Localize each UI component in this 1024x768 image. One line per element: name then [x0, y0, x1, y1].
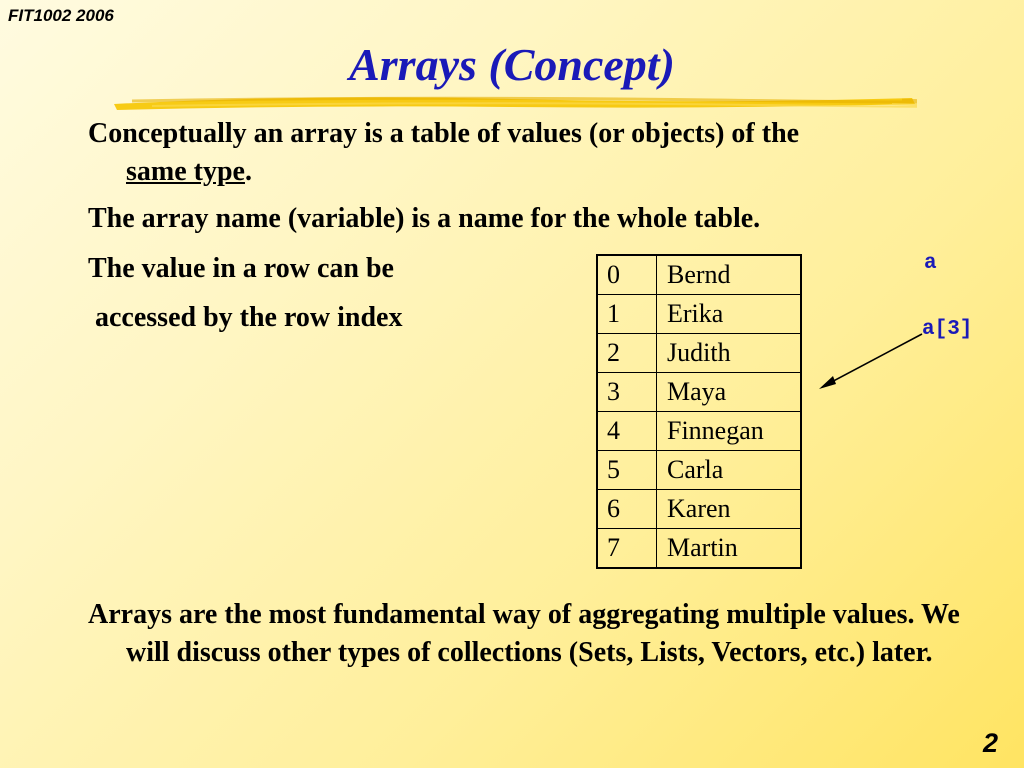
- table-row: [597, 373, 801, 412]
- page-number: 2: [982, 728, 998, 758]
- bullet-fundamental: Arrays are the most fundamental way of aggregating multiple values. We will discuss other types of collections (Sets, Lists, Vectors, etc.) later.: [88, 599, 960, 668]
- row-index-cell: 1: [597, 295, 657, 334]
- title-underline-brush: [112, 89, 917, 113]
- row-index-cell: 2: [597, 334, 657, 373]
- element-label: a[3]: [922, 318, 973, 341]
- table-row: [597, 295, 801, 334]
- row-index-cell: 6: [597, 490, 657, 529]
- row-index-cell: 7: [597, 529, 657, 569]
- row-value-cell: Karen: [657, 490, 802, 529]
- same-type-emphasis: same type: [126, 156, 245, 187]
- table-row: [597, 490, 801, 529]
- row-index-cell: 5: [597, 451, 657, 490]
- bullet-concept-end: .: [244, 156, 252, 187]
- row-index-cell: 3: [597, 373, 657, 412]
- row-value-cell: Carla: [657, 451, 802, 490]
- array-table: [596, 254, 802, 569]
- row-value-cell: Maya: [657, 373, 802, 412]
- bullet-concept: [88, 115, 1024, 191]
- slide-title: Arrays (Concept): [349, 39, 675, 90]
- array-label: a: [924, 252, 937, 275]
- table-row: [597, 255, 801, 295]
- bullet-row-index-line2: accessed by the row index: [88, 302, 403, 333]
- bullet-concept-text: Conceptually an array is a table of values (or objects) of the: [88, 118, 800, 149]
- table-row: [597, 451, 801, 490]
- table-row: [597, 529, 801, 569]
- arrow-icon: [810, 320, 930, 400]
- table-row: [597, 334, 801, 373]
- row-value-cell: Erika: [657, 295, 802, 334]
- row-value-cell: Bernd: [657, 255, 802, 295]
- bullet-row-index-line1: The value in a row can be: [88, 253, 394, 284]
- table-row: [597, 412, 801, 451]
- row-index-cell: 4: [597, 412, 657, 451]
- course-code: FIT1002 2006: [8, 6, 114, 25]
- row-value-cell: Martin: [657, 529, 802, 569]
- row-index-cell: 0: [597, 255, 657, 295]
- row-value-cell: Finnegan: [657, 412, 802, 451]
- bullet-array-name: The array name (variable) is a name for the whole table.: [88, 203, 761, 234]
- row-value-cell: Judith: [657, 334, 802, 373]
